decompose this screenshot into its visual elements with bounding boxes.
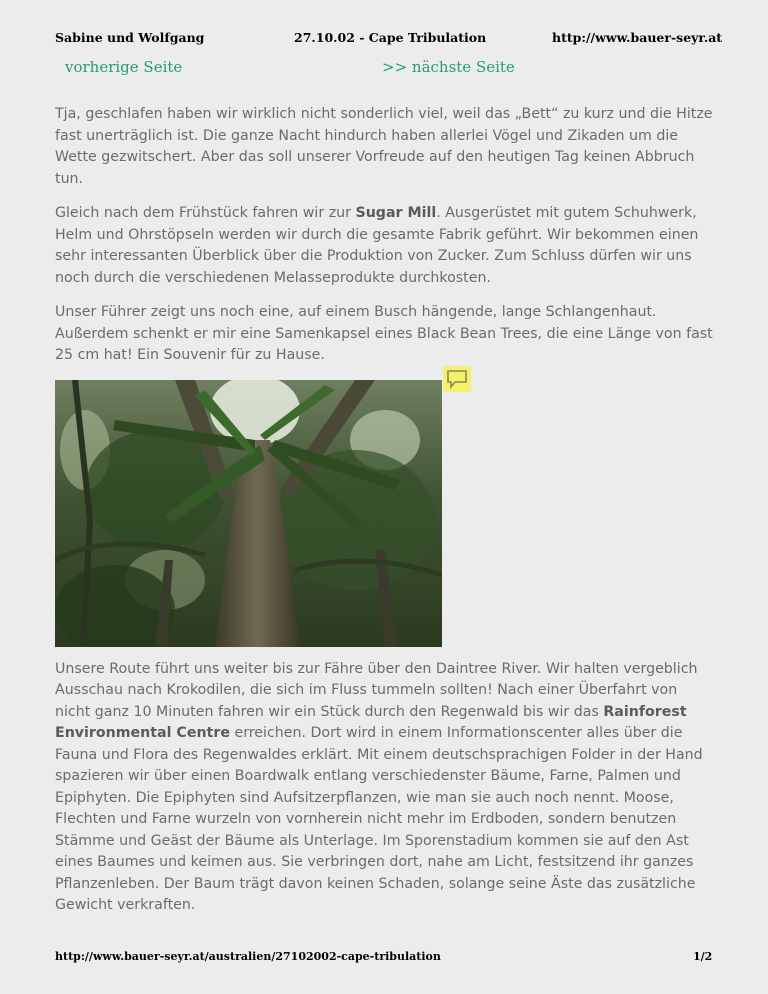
page-number: 1/2 (693, 950, 713, 963)
comment-icon[interactable] (443, 366, 471, 392)
header-title: 27.10.02 - Cape Tribulation (294, 30, 487, 45)
paragraph-3: Unser Führer zeigt uns noch eine, auf einem Busch hängende, lange Schlangenhaut. Außerdem schenkt er mir eine Samenkapsel eines Black Bean Trees, die eine Länge von fast 25 cm hat! Ein Souvenir für zu Hause. (55, 304, 713, 363)
rainforest-centre-bold: Rainforest Environmental Centre (55, 703, 687, 741)
prev-page-link[interactable]: vorherige Seite (65, 58, 183, 76)
header-author: Sabine und Wolfgang (55, 30, 205, 45)
next-page-link[interactable]: >> nächste Seite (382, 58, 515, 76)
paragraph-2: Gleich nach dem Frühstück fahren wir zur Sugar Mill. Ausgerüstet mit gutem Schuhwerk, Helm und Ohrstöpseln werden wir durch die gesamte Fabrik geführt. Wir bekommen einen sehr interessanten Überblick über die Produktion von Zucker. Zum Schluss dürfen wir uns noch durch die verschiedenen Melasseprodukte durchkosten. (55, 205, 699, 286)
article-body (55, 104, 715, 930)
paragraph-4: Unsere Route führt uns weiter bis zur Fähre über den Daintree River. Wir halten vergeblich Ausschau nach Krokodilen, die sich im Fluss tummeln sollten! Nach einer Überfahrt von nicht ganz 10 Minuten fahren wir ein Stück durch den Regenwald bis wir das Rainforest Environmental Centre erreichen. Dort wird in einem Informationscenter alles über die Fauna und Flora des Regenwaldes erklärt. Mit einem deutschsprachigen Folder in der Hand spazieren wir über einen Boardwalk entlang verschiedenster Bäume, Farne, Palmen und Epiphyten. Die Epiphyten sind Aufsitzerpflanzen, wie man sie auch noch nennt. Moose, Flechten und Farne wurzeln von vornherein nicht mehr im Erdboden, sondern benutzen Stämme und Geäst der Bäume als Unterlage. Im Sporenstadium kommen sie auf den Ast eines Baumes und keimen aus. Sie verbringen dort, nahe am Licht, festsitzend ihr ganzes Pflanzenleben. Der Baum trägt davon keinen Schaden, solange seine Äste das zusätzliche Gewicht verkraften. (55, 660, 703, 913)
rainforest-tree-photo (55, 380, 442, 647)
header-url: http://www.bauer-seyr.at (552, 30, 723, 45)
footer-url: http://www.bauer-seyr.at/australien/27102002-cape-tribulation (55, 950, 441, 963)
paragraph-1: Tja, geschlafen haben wir wirklich nicht sonderlich viel, weil das „Bett“ zu kurz und die Hitze fast unerträglich ist. Die ganze Nacht hindurch haben allerlei Vögel und Zikaden um die Wette gezwitschert. Aber das soll unserer Vorfreude auf den heutigen Tag keinen Abbruch tun. (55, 106, 713, 187)
photo-container (55, 380, 715, 647)
sugar-mill-bold: Sugar Mill (355, 205, 437, 221)
